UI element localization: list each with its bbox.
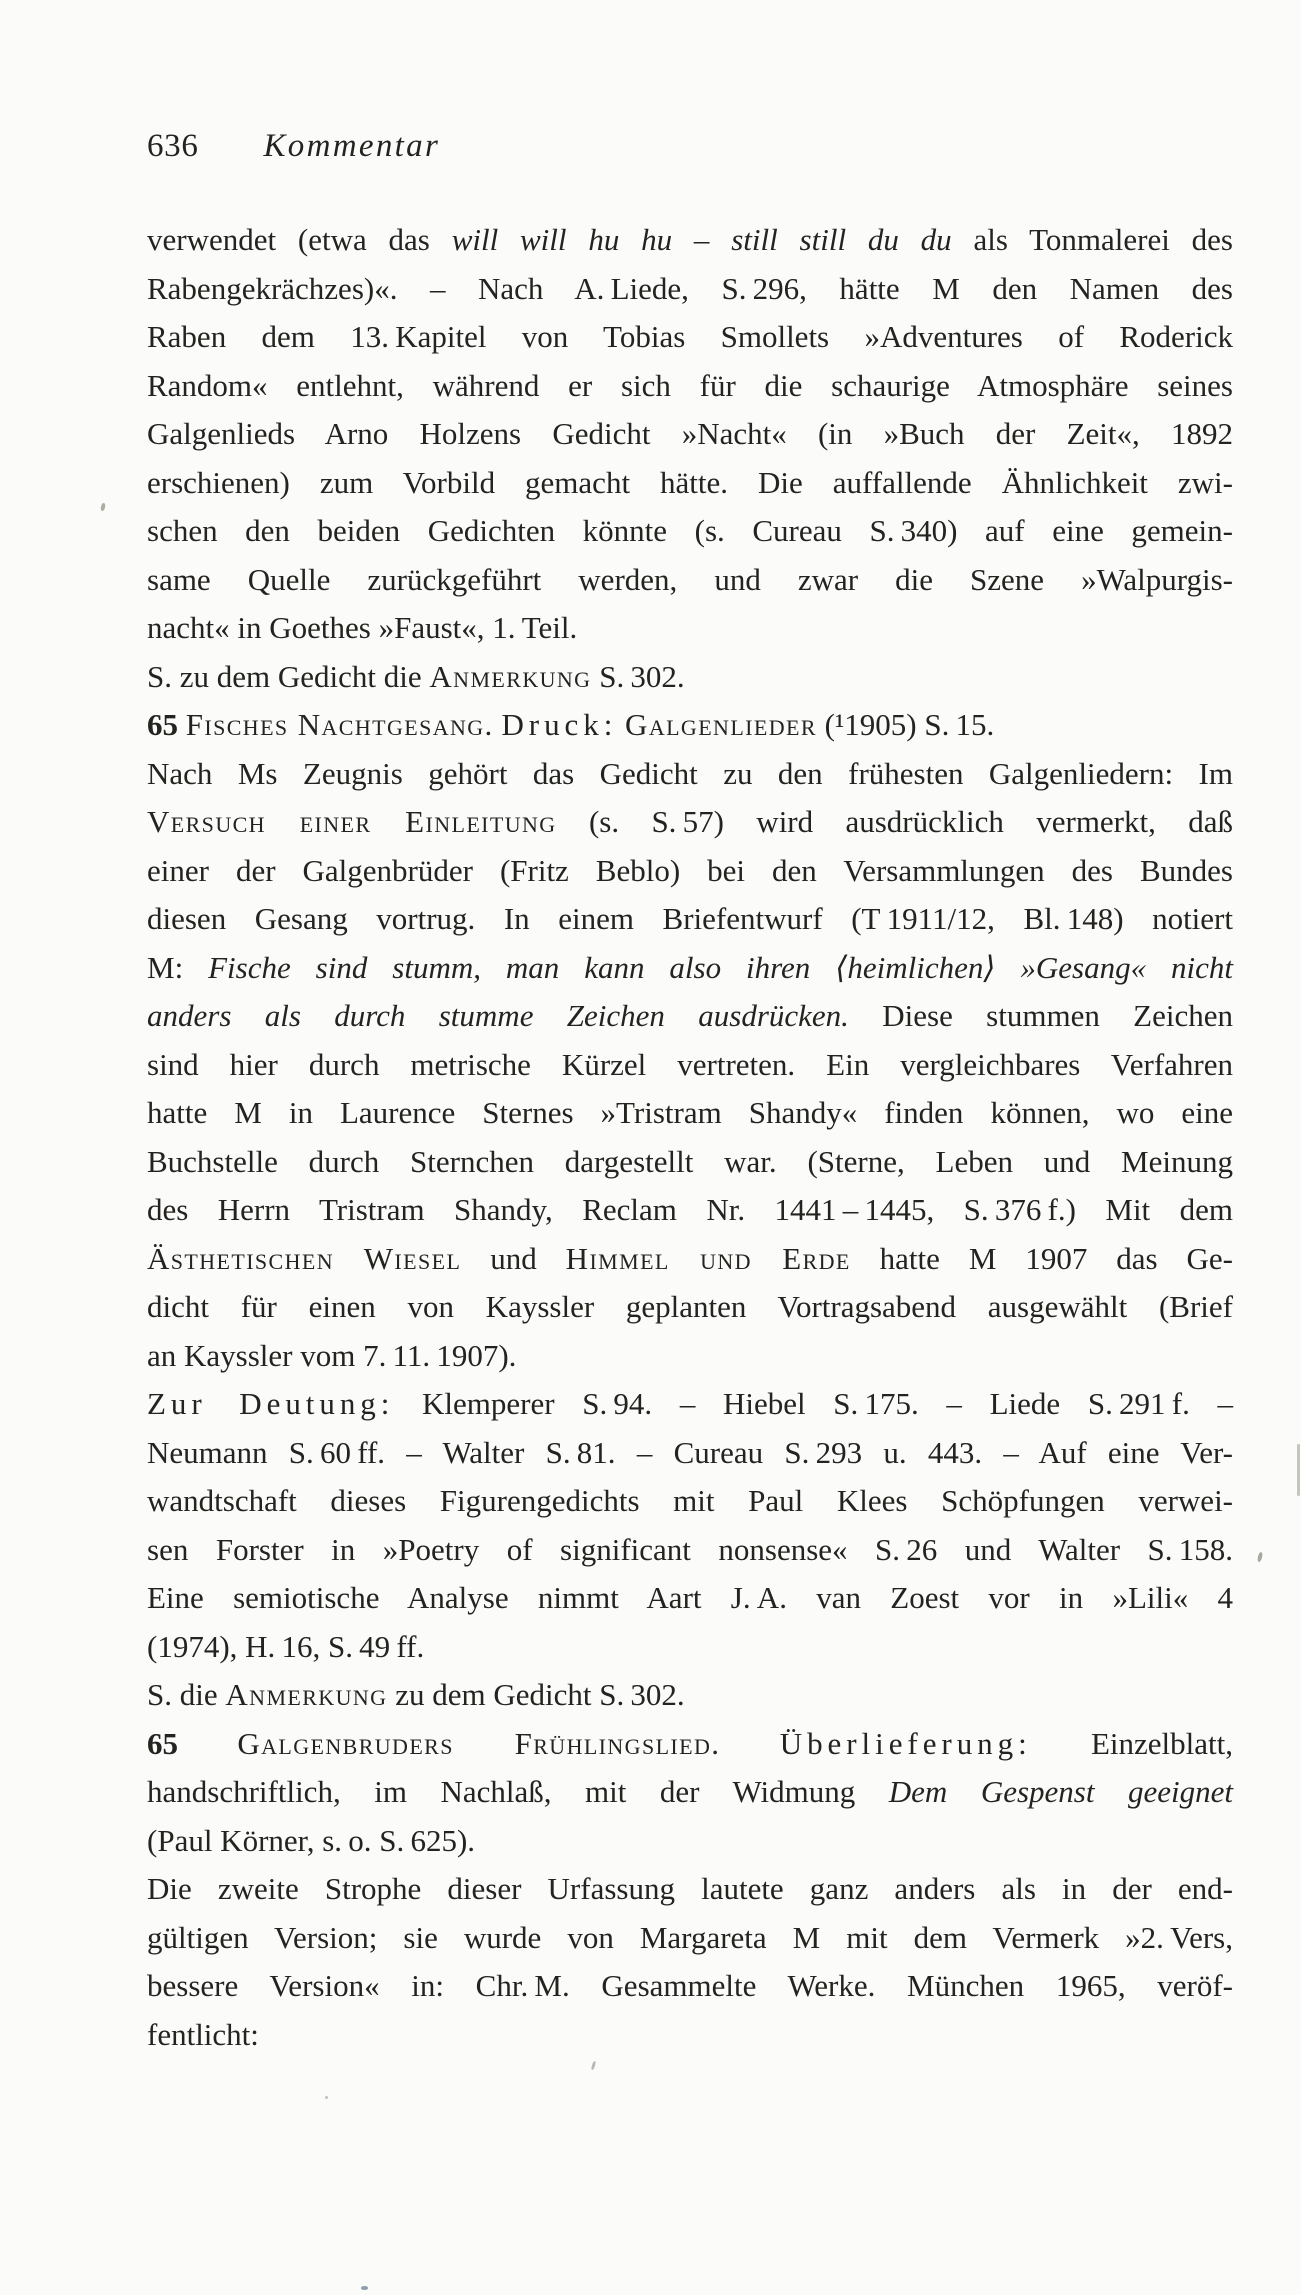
text-line — [147, 2011, 1233, 2060]
text-segment: schen den beiden Gedichten könnte (s. Cureau S. 340) auf eine gemein- — [147, 513, 1233, 548]
scan-speck — [325, 2096, 328, 2099]
text-segment: hatte M 1907 das Ge- — [850, 1240, 1233, 1276]
page-title: Kommentar — [263, 128, 441, 164]
scan-speck — [100, 503, 106, 512]
text-segment: M: — [147, 949, 209, 985]
text-segment: 65 — [147, 1725, 238, 1761]
text-line — [147, 1477, 1233, 1526]
text-line — [147, 313, 1233, 362]
text-segment: Diese stummen Zeichen — [848, 998, 1234, 1033]
text-line — [147, 216, 1233, 265]
text-line — [147, 895, 1233, 944]
scan-edge-mark — [1297, 1444, 1300, 1496]
text-segment: will will hu hu – still still du du — [451, 222, 952, 257]
text-line — [147, 265, 1233, 314]
scan-speck — [1257, 1552, 1263, 1563]
page-header — [147, 128, 440, 165]
text-segment: Himmel und Erde — [565, 1240, 851, 1276]
text-line — [147, 798, 1233, 847]
text-segment: 65 — [147, 707, 186, 742]
text-line — [147, 750, 1233, 799]
text-segment: Einzelblatt, — [1031, 1725, 1234, 1761]
text-segment: anders als durch stumme Zeichen ausdrücken. — [147, 998, 849, 1033]
text-line — [147, 1720, 1233, 1769]
text-segment: Klemperer S. 94. – Hiebel S. 175. – Liede S. 291 f. – — [394, 1386, 1233, 1421]
text-line — [147, 604, 1233, 653]
text-segment: diesen Gesang vortrug. In einem Briefentwurf (T 1911/12, Bl. 148) notiert — [147, 901, 1233, 936]
text-segment: Neumann S. 60 ff. – Walter S. 81. – Cureau S. 293 u. 443. – Auf eine Ver- — [147, 1434, 1233, 1470]
text-segment: einer der Galgenbrüder (Fritz Beblo) bei den Versammlungen des Bundes — [147, 852, 1233, 888]
text-segment: handschriftlich, im Nachlaß, mit der Widmung — [147, 1774, 889, 1809]
text-segment: bessere Version« in: Chr. M. Gesammelte Werke. München 1965, veröf- — [147, 1968, 1233, 2003]
text-line — [147, 1380, 1233, 1429]
text-segment: same Quelle zurückgeführt werden, und zwar die Szene »Walpurgis- — [147, 561, 1233, 597]
text-segment: Die zweite Strophe dieser Urfassung lautete ganz anders als in der end- — [147, 1871, 1233, 1906]
text-segment: S. zu dem Gedicht die — [147, 658, 430, 694]
page-number: 636 — [147, 128, 199, 164]
text-line — [147, 1623, 1233, 1672]
text-segment: gültigen Version; sie wurde von Margareta M mit dem Vermerk »2. Vers, — [147, 1919, 1233, 1955]
text-line — [147, 556, 1233, 605]
text-segment: und — [461, 1240, 566, 1276]
text-line — [147, 944, 1233, 993]
text-line — [147, 1283, 1233, 1332]
text-segment: (1974), H. 16, S. 49 ff. — [147, 1628, 425, 1664]
text-line — [147, 507, 1233, 556]
text-segment: Anmerkung — [429, 658, 592, 694]
text-line — [147, 1235, 1233, 1284]
scan-speck — [361, 2286, 368, 2290]
text-line — [147, 1526, 1233, 1575]
text-line — [147, 653, 1233, 702]
text-line — [147, 1962, 1233, 2011]
text-segment: Anmerkung — [225, 1677, 388, 1712]
text-segment: Dem Gespenst geeignet — [888, 1774, 1233, 1809]
text-segment: hatte M in Laurence Sternes »Tristram Shandy« finden können, wo eine — [147, 1095, 1233, 1130]
text-segment — [720, 1726, 779, 1761]
text-line — [147, 459, 1233, 508]
text-line — [147, 1574, 1233, 1623]
text-segment: Rabengekrächzes)«. – Nach A. Liede, S. 296, hätte M den Namen des — [147, 270, 1233, 306]
text-segment: Überlieferung: — [779, 1725, 1032, 1761]
text-segment: Versuch einer Einleitung — [147, 804, 557, 839]
text-segment: erschienen) zum Vorbild gemacht hätte. Die auffallende Ähnlichkeit zwi- — [147, 464, 1233, 500]
scan-speck — [591, 2061, 597, 2070]
text-block — [147, 216, 1233, 2059]
text-segment: Druck: — [501, 707, 618, 742]
text-line — [147, 1429, 1233, 1478]
text-line — [147, 410, 1233, 459]
text-segment: an Kayssler vom 7. 11. 1907). — [147, 1337, 517, 1373]
text-segment: Nach Ms Zeugnis gehört das Gedicht zu den frühesten Galgenliedern: Im — [147, 755, 1233, 791]
text-segment: (¹1905) S. 15. — [816, 707, 995, 742]
text-line — [147, 1186, 1233, 1235]
text-line — [147, 1914, 1233, 1963]
text-segment: als Tonmalerei des — [951, 222, 1233, 257]
text-line — [147, 1332, 1233, 1381]
text-segment: fentlicht: — [147, 2016, 259, 2052]
text-line — [147, 1671, 1233, 1720]
text-line — [147, 1138, 1233, 1187]
text-segment: Galgenlieds Arno Holzens Gedicht »Nacht« (in »Buch der Zeit«, 1892 — [147, 416, 1233, 451]
text-segment: wandtschaft dieses Figurengedichts mit Paul Klees Schöpfungen verwei- — [147, 1483, 1233, 1518]
text-segment: dicht für einen von Kayssler geplanten Vortragsabend ausgewählt (Brief — [147, 1289, 1233, 1324]
text-segment: Raben dem 13. Kapitel von Tobias Smollets »Adventures of Roderick — [147, 319, 1233, 354]
text-segment: Random« entlehnt, während er sich für die schaurige Atmosphäre seines — [147, 367, 1233, 403]
text-segment — [617, 707, 625, 742]
text-segment: sind hier durch metrische Kürzel vertreten. Ein vergleichbares Verfahren — [147, 1046, 1233, 1082]
text-segment: verwendet (etwa das — [147, 222, 452, 257]
text-segment: nacht« in Goethes »Faust«, 1. Teil. — [147, 610, 578, 645]
text-segment: Galgenbruders Frühlingslied. — [237, 1725, 721, 1761]
text-line — [147, 992, 1233, 1041]
text-segment: (s. S. 57) wird ausdrücklich vermerkt, daß — [556, 804, 1233, 839]
text-segment: S. 302. — [591, 658, 685, 694]
text-segment: (Paul Körner, s. o. S. 625). — [147, 1822, 476, 1858]
text-segment: Fisches Nachtgesang. — [185, 707, 494, 742]
text-segment: Zur Deutung: — [147, 1386, 395, 1421]
text-line — [147, 701, 1233, 750]
text-segment: zu dem Gedicht S. 302. — [387, 1677, 685, 1712]
text-line — [147, 847, 1233, 896]
text-segment: Ästhetischen Wiesel — [147, 1240, 462, 1276]
text-segment: Fische sind stumm, man kann also ihren ⟨heimlichen⟩ »Gesang« nicht — [208, 949, 1233, 985]
text-segment: des Herrn Tristram Shandy, Reclam Nr. 1441 – 1445, S. 376 f.) Mit dem — [147, 1192, 1233, 1227]
text-segment: sen Forster in »Poetry of significant nonsense« S. 26 und Walter S. 158. — [147, 1531, 1233, 1567]
text-line — [147, 1041, 1233, 1090]
text-line — [147, 362, 1233, 411]
text-segment: Galgenlieder — [625, 707, 817, 742]
text-segment: Eine semiotische Analyse nimmt Aart J. A. van Zoest vor in »Lili« 4 — [147, 1580, 1233, 1615]
text-line — [147, 1768, 1233, 1817]
text-line — [147, 1865, 1233, 1914]
text-line — [147, 1089, 1233, 1138]
text-segment: S. die — [147, 1677, 226, 1712]
text-segment: Buchstelle durch Sternchen dargestellt war. (Sterne, Leben und Meinung — [147, 1143, 1233, 1179]
text-line — [147, 1817, 1233, 1866]
